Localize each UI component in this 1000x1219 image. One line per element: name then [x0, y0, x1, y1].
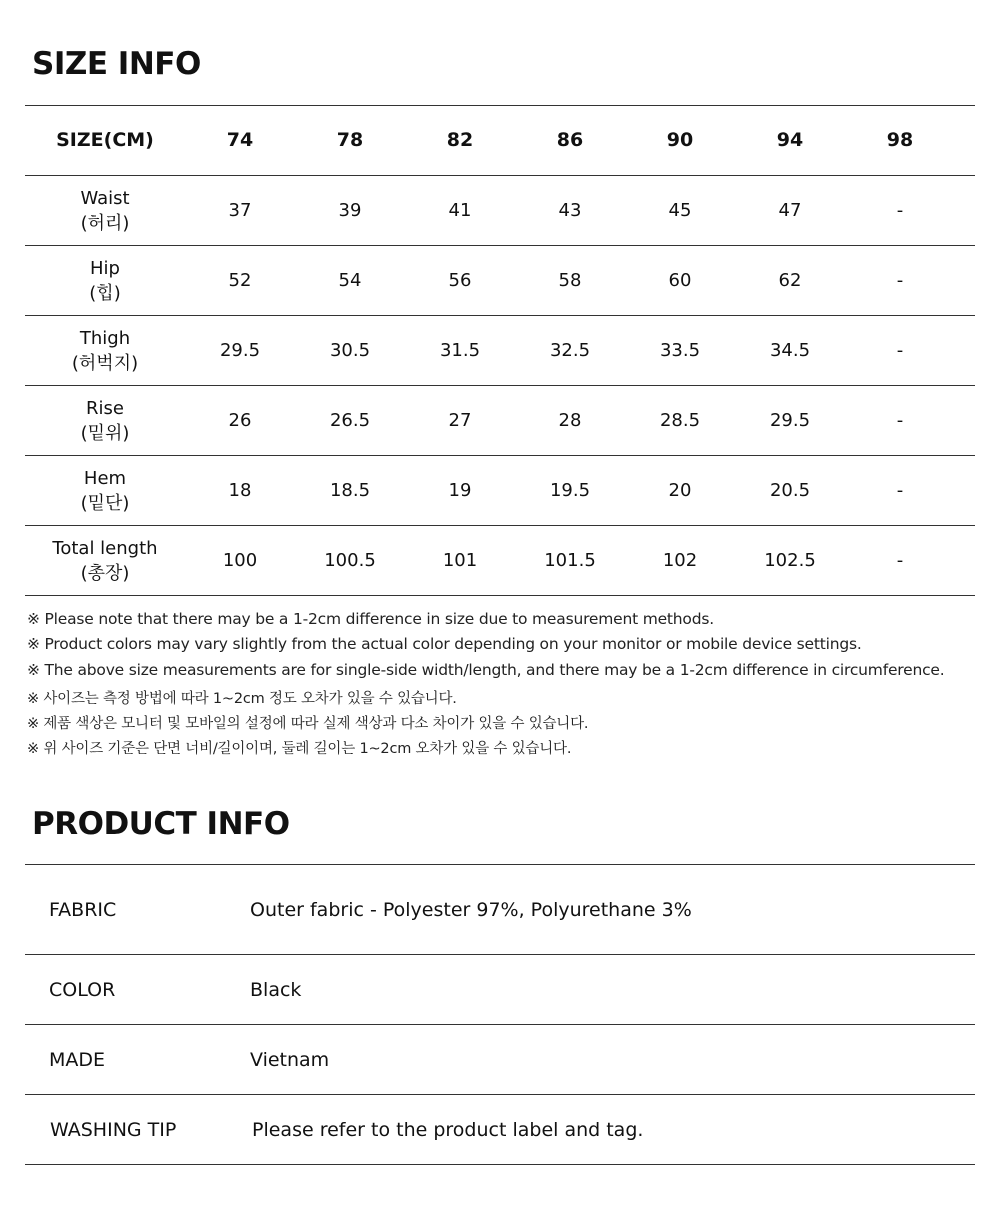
- row-label: [25, 256, 185, 306]
- table-cell: 18.5: [329, 480, 371, 501]
- table-cell: 101.5: [544, 550, 596, 571]
- note-line: ※ 제품 색상은 모니터 및 모바일의 설정에 따라 실제 색상과 다소 차이가 있을 수 있습니다.: [27, 716, 589, 733]
- table-cell: 34.5: [769, 340, 811, 361]
- table-cell: 26.5: [329, 410, 371, 431]
- table-cell: -: [896, 410, 904, 431]
- row-label-en: Hem: [83, 467, 127, 489]
- table-cell: -: [896, 200, 904, 221]
- size-header-90: 90: [666, 129, 694, 151]
- note-line: ※ 위 사이즈 기준은 단면 너비/길이이며, 둘레 길이는 1~2cm 오차가 있을 수 있습니다.: [27, 741, 572, 758]
- table-cell: 102.5: [764, 550, 816, 571]
- table-cell: -: [896, 340, 904, 361]
- table-cell: 47: [778, 200, 802, 221]
- row-label-ko: (밑위): [80, 422, 130, 444]
- row-label: [25, 396, 185, 446]
- table-cell: 56: [448, 270, 472, 291]
- row-label-ko: (총장): [80, 562, 130, 584]
- size-header-98: 98: [886, 129, 914, 151]
- row-label-ko: (허리): [80, 212, 130, 234]
- table-row-thigh: [25, 316, 975, 386]
- product-row-washing-tip: [25, 1095, 975, 1165]
- product-row-fabric: [25, 865, 975, 955]
- row-label-ko: (허벅지): [71, 352, 139, 374]
- product-value: Please refer to the product label and tag.: [252, 1118, 644, 1141]
- table-cell: -: [896, 550, 904, 571]
- note-line: ※ Product colors may vary slightly from the actual color depending on your monitor or mobile device settings.: [27, 635, 862, 654]
- table-cell: 20.5: [769, 480, 811, 501]
- row-label-en: Waist: [80, 187, 130, 209]
- table-cell: 32.5: [549, 340, 591, 361]
- size-header-86: 86: [556, 129, 584, 151]
- table-cell: 19.5: [549, 480, 591, 501]
- table-cell: 30.5: [329, 340, 371, 361]
- row-label: [25, 466, 185, 516]
- table-row-hem: [25, 456, 975, 526]
- table-cell: 58: [558, 270, 582, 291]
- table-row-total-length: [25, 526, 975, 596]
- size-header-82: 82: [446, 129, 474, 151]
- row-label-en: Rise: [86, 397, 124, 419]
- note-line: ※ 사이즈는 측정 방법에 따라 1~2cm 정도 오차가 있을 수 있습니다.: [27, 690, 457, 707]
- table-cell: 33.5: [659, 340, 701, 361]
- size-header-78: 78: [336, 129, 364, 151]
- notes-english: [27, 607, 987, 683]
- table-cell: 54: [338, 270, 362, 291]
- table-cell: 62: [778, 270, 802, 291]
- size-info-title: SIZE INFO: [32, 46, 201, 82]
- table-cell: 43: [558, 200, 582, 221]
- product-value: Black: [250, 978, 302, 1001]
- table-cell: 18: [228, 480, 252, 501]
- table-cell: 37: [228, 200, 252, 221]
- row-label-en: Hip: [90, 257, 120, 279]
- table-cell: -: [896, 480, 904, 501]
- table-row-rise: [25, 386, 975, 456]
- table-cell: 31.5: [439, 340, 481, 361]
- size-header-94: 94: [776, 129, 804, 151]
- table-row-hip: [25, 246, 975, 316]
- table-cell: 29.5: [219, 340, 261, 361]
- table-cell: 100.5: [324, 550, 376, 571]
- row-label-ko: (힙): [89, 282, 121, 304]
- table-cell: 27: [448, 410, 472, 431]
- product-label: WASHING TIP: [50, 1118, 177, 1141]
- table-row-waist: [25, 176, 975, 246]
- table-cell: 28: [558, 410, 582, 431]
- product-value: Vietnam: [250, 1048, 330, 1071]
- table-cell: 100: [222, 550, 258, 571]
- table-cell: 20: [668, 480, 692, 501]
- row-label-ko: (밑단): [80, 492, 130, 514]
- size-table: [25, 105, 975, 596]
- product-label: COLOR: [49, 978, 116, 1001]
- product-row-made: [25, 1025, 975, 1095]
- notes-korean: [27, 687, 987, 763]
- product-info-title: PRODUCT INFO: [32, 806, 290, 842]
- size-header-label: SIZE(CM): [56, 129, 154, 151]
- table-cell: 28.5: [659, 410, 701, 431]
- table-cell: 52: [228, 270, 252, 291]
- row-label-en: Thigh: [79, 327, 131, 349]
- note-line: ※ Please note that there may be a 1-2cm difference in size due to measurement methods.: [27, 610, 714, 628]
- size-notes: [27, 607, 987, 763]
- product-label: FABRIC: [49, 898, 117, 921]
- product-label: MADE: [49, 1048, 106, 1071]
- table-cell: 39: [338, 200, 362, 221]
- table-cell: 19: [448, 480, 472, 501]
- product-info-table: [25, 864, 975, 1165]
- table-cell: 26: [228, 410, 252, 431]
- product-value: Outer fabric - Polyester 97%, Polyurethane 3%: [250, 898, 692, 921]
- table-cell: 101: [442, 550, 478, 571]
- table-cell: 102: [662, 550, 698, 571]
- row-label-en: Total length: [52, 537, 158, 559]
- table-cell: 29.5: [769, 410, 811, 431]
- table-cell: 45: [668, 200, 692, 221]
- table-cell: -: [896, 270, 904, 291]
- size-header-74: 74: [226, 129, 254, 151]
- size-table-header: [25, 106, 975, 176]
- table-cell: 60: [668, 270, 692, 291]
- table-cell: 41: [448, 200, 472, 221]
- row-label: [25, 186, 185, 236]
- row-label: [25, 536, 185, 586]
- product-row-color: [25, 955, 975, 1025]
- note-line: ※ The above size measurements are for single-side width/length, and there may be a 1-2cm difference in circumference.: [27, 660, 945, 679]
- row-label: [25, 326, 185, 376]
